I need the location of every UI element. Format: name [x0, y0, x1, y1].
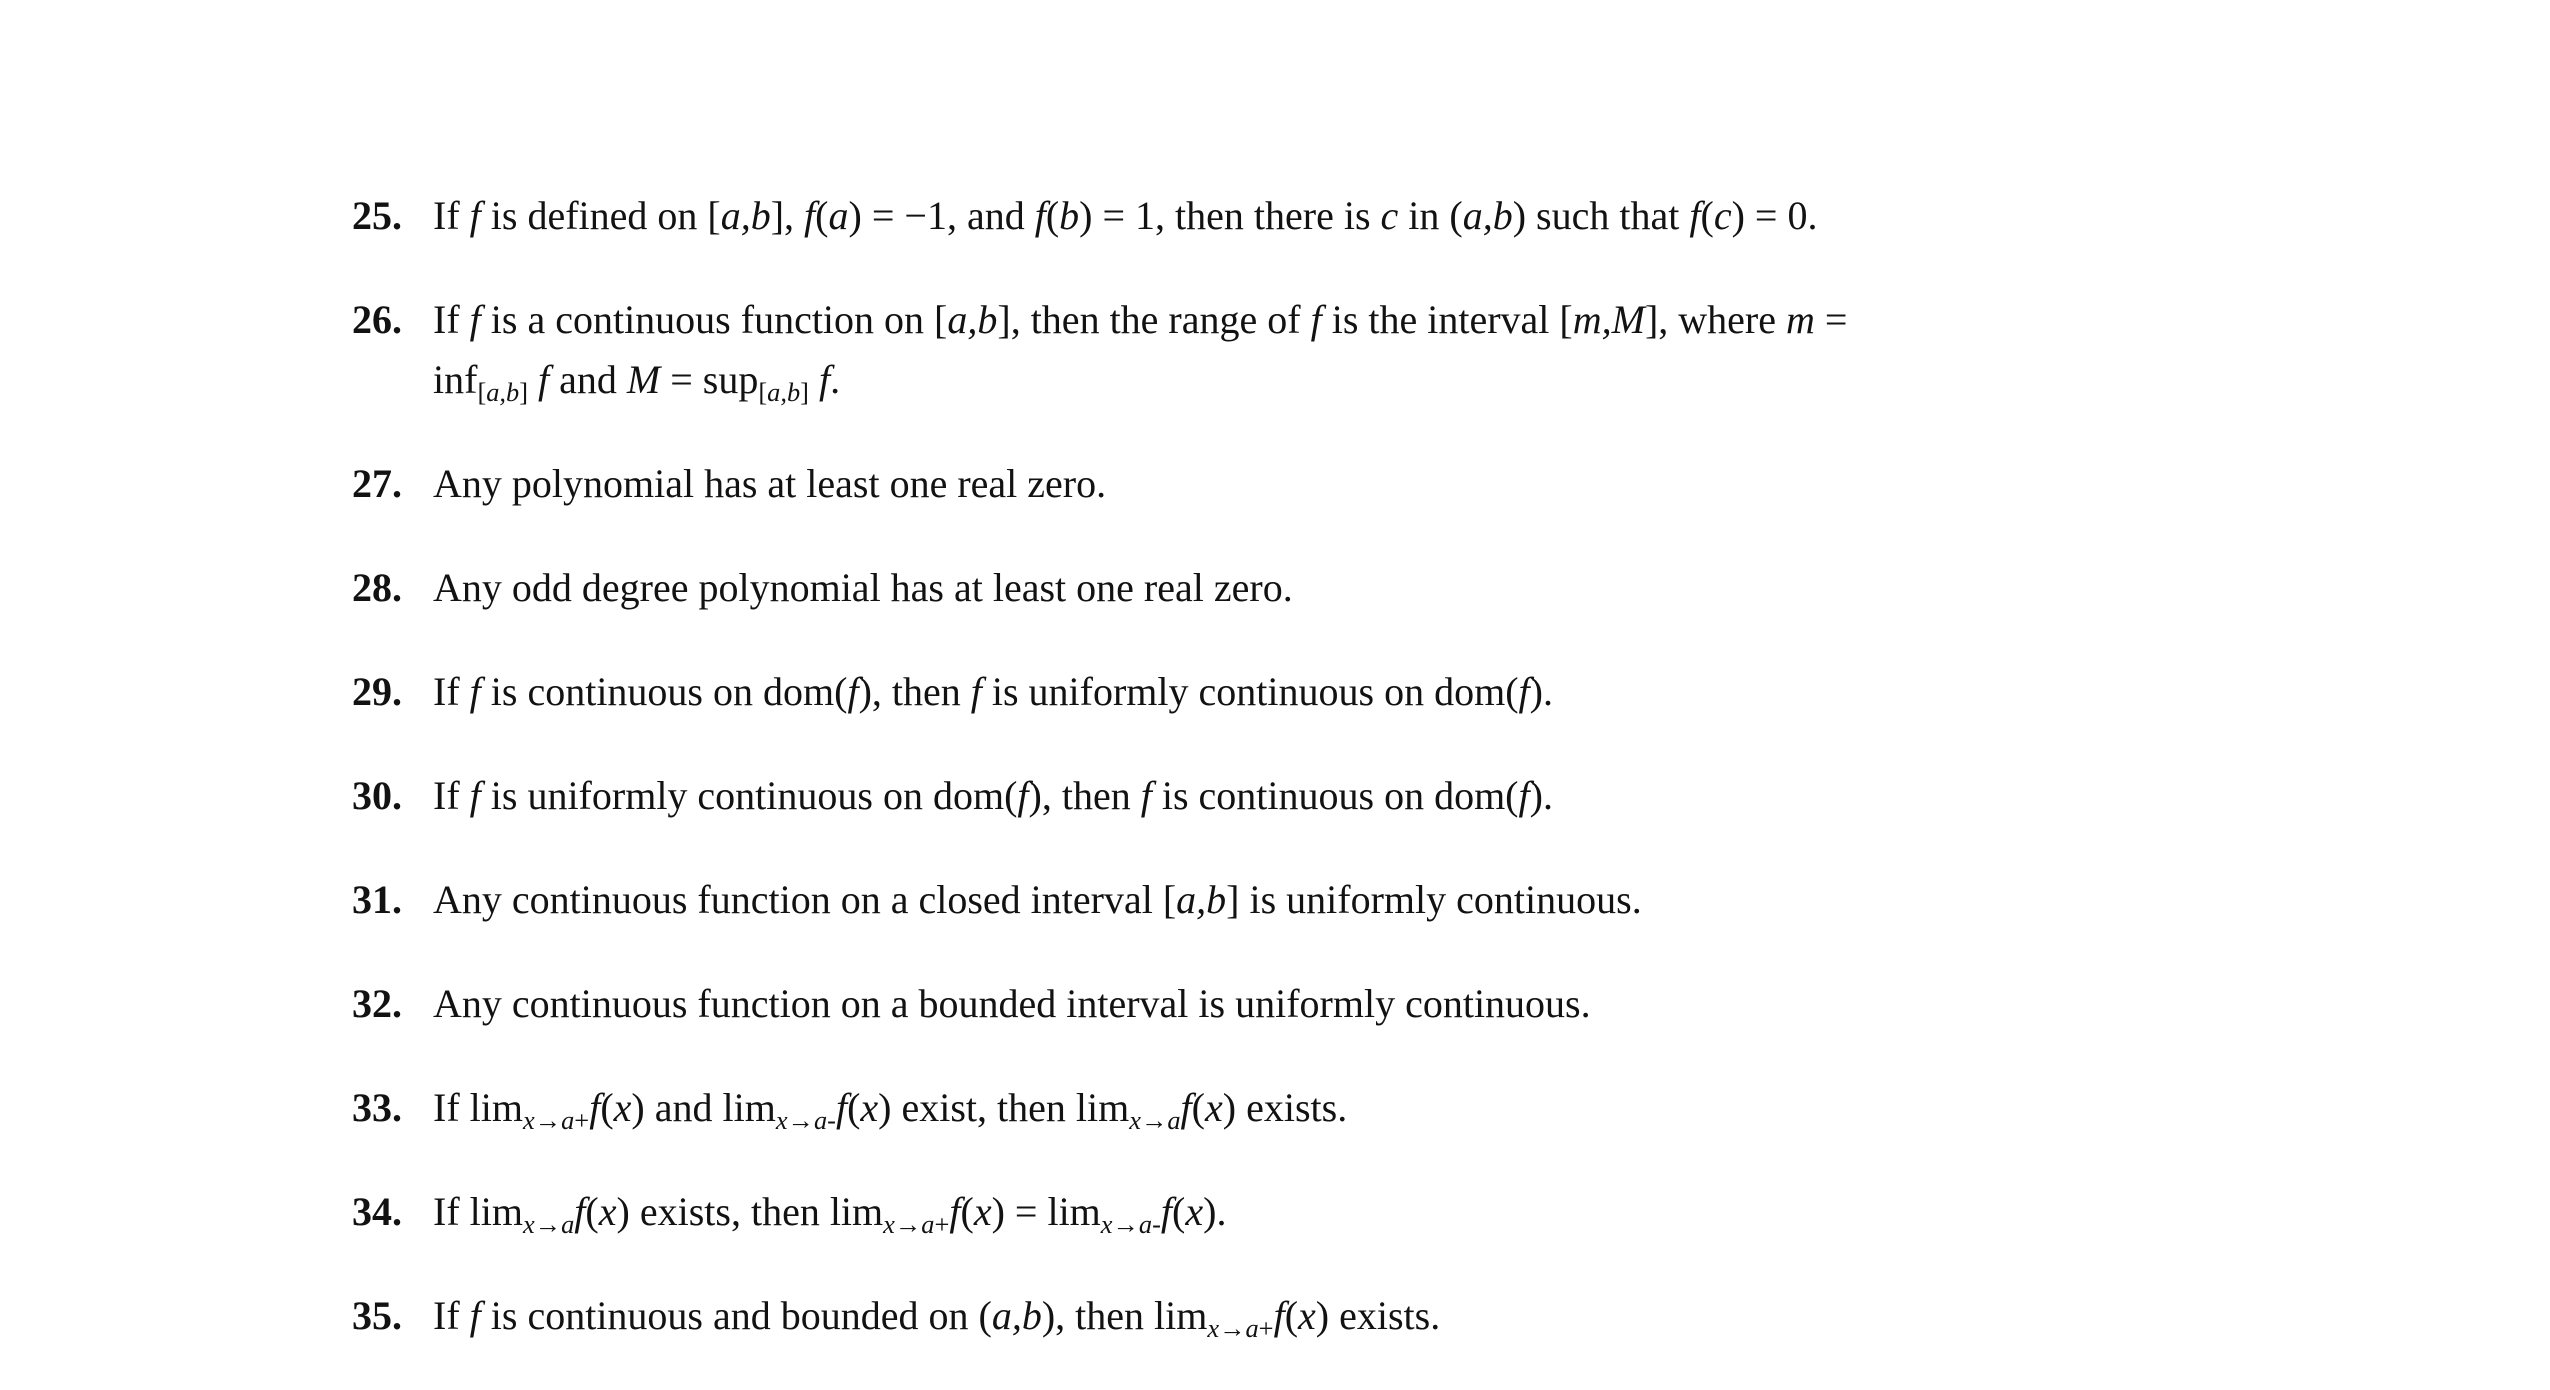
problem-text [433, 297, 1848, 407]
text-run [809, 357, 819, 402]
text-run: ( [960, 1189, 974, 1234]
text-run: a [561, 1208, 575, 1239]
text-run: ( [1284, 1293, 1299, 1338]
problem-number: 31. [352, 877, 402, 922]
problem-item [352, 1078, 2287, 1138]
text-run: ( [815, 193, 829, 238]
text-run: a,b [1462, 193, 1513, 238]
text-run: c [1380, 193, 1399, 238]
text-run: a,b [720, 193, 771, 238]
text-run: f [1034, 193, 1046, 238]
problem-item [352, 1182, 2287, 1242]
text-run: ) and lim [631, 1085, 776, 1130]
text-run: a,b [1176, 877, 1227, 922]
text-run: a [561, 1104, 575, 1135]
problem-number: 32. [352, 981, 402, 1026]
text-run: f [970, 669, 982, 714]
text-run: + [1258, 1312, 1274, 1343]
problem-item [352, 766, 2287, 826]
text-run: a,b [991, 1293, 1042, 1338]
text-run: ) = 0. [1731, 193, 1818, 238]
text-run [528, 357, 538, 402]
problem-text [433, 981, 1591, 1026]
problem-item [352, 662, 2287, 722]
text-run: x [1298, 1293, 1316, 1338]
problem-text [433, 565, 1293, 610]
text-run: in ( [1398, 193, 1463, 238]
text-run: a,b [767, 376, 801, 407]
problem-number: 35. [352, 1293, 402, 1338]
text-run: If lim [433, 1085, 523, 1130]
text-run: f [469, 669, 481, 714]
text-run: f [1689, 193, 1701, 238]
text-run: x [613, 1085, 632, 1130]
text-run: is the interval [ [1321, 297, 1573, 342]
text-run: is continuous and bounded on ( [480, 1293, 992, 1338]
text-run: ( [1700, 193, 1714, 238]
text-run: x [1205, 1085, 1223, 1130]
problem-item [352, 454, 2287, 514]
problem-text [433, 461, 1106, 506]
text-run: x [883, 1208, 895, 1239]
text-run: inf [433, 357, 478, 402]
text-run: a [921, 1208, 935, 1239]
text-run: f [835, 1085, 848, 1130]
text-run: [ [477, 376, 487, 407]
problem-item [352, 974, 2287, 1034]
text-run: f [1310, 297, 1322, 342]
text-run: M [626, 357, 661, 402]
text-run: f [469, 297, 481, 342]
text-run: a,b [947, 297, 998, 342]
text-run: ), then [858, 669, 971, 714]
problem-list [352, 186, 2287, 1390]
problem-item [352, 290, 2287, 410]
text-run: → [1219, 1312, 1246, 1343]
text-run: ] [800, 376, 809, 407]
text-run: x [1185, 1189, 1204, 1234]
text-run: ) = lim [991, 1189, 1101, 1234]
text-run: a,b [486, 376, 520, 407]
text-run: If [433, 669, 470, 714]
text-run: f [847, 669, 859, 714]
problem-text [433, 1293, 1441, 1343]
problem-item [352, 186, 2287, 246]
text-run: Any continuous function on a closed interval [ [433, 877, 1177, 922]
text-run: is a continuous function on [ [480, 297, 948, 342]
text-run: Any odd degree polynomial has at least one real zero. [433, 565, 1293, 610]
problem-text [433, 669, 1553, 714]
problem-item [352, 1286, 2287, 1346]
text-run: is continuous on dom( [1151, 773, 1519, 818]
text-run: x [522, 1208, 535, 1239]
text-run: ) = −1, and [848, 193, 1035, 238]
text-run: b [1059, 193, 1080, 238]
text-run: f [1180, 1085, 1192, 1130]
text-run: f [804, 193, 816, 238]
text-run: x [860, 1085, 879, 1130]
text-run: ], [770, 193, 805, 238]
text-run: + [934, 1208, 950, 1239]
text-run: → [534, 1208, 562, 1239]
problem-text [433, 877, 1642, 922]
problem-number: 28. [352, 565, 402, 610]
problem-text [433, 773, 1553, 818]
text-run: ). [1529, 773, 1553, 818]
text-run: ) = 1, then there is [1079, 193, 1381, 238]
text-run: Any polynomial has at least one real zero. [433, 461, 1107, 506]
text-run: If [433, 1293, 470, 1338]
text-run: - [1152, 1208, 1161, 1239]
text-run: If [433, 773, 470, 818]
text-run: is uniformly continuous on dom( [981, 669, 1519, 714]
problem-text [433, 1085, 1348, 1135]
text-run: f [1140, 773, 1152, 818]
text-run: ], then the range of [997, 297, 1311, 342]
text-run: a [1167, 1104, 1181, 1135]
text-run: x [1207, 1312, 1220, 1343]
problem-text [433, 1189, 1227, 1239]
text-run: f [1518, 669, 1530, 714]
text-run: = sup [660, 357, 759, 402]
text-run: a [828, 193, 849, 238]
text-run: is uniformly continuous on dom( [480, 773, 1018, 818]
text-run: ) exist, then lim [878, 1085, 1130, 1130]
text-run: ( [1191, 1085, 1205, 1130]
text-run: . [830, 357, 841, 402]
problem-number: 25. [352, 193, 402, 238]
text-run: = [1814, 297, 1848, 342]
text-run: ( [585, 1189, 599, 1234]
text-run: x [775, 1104, 788, 1135]
text-run: ), then [1028, 773, 1141, 818]
text-run: [ [758, 376, 768, 407]
text-run: → [1140, 1104, 1168, 1135]
problem-number: 33. [352, 1085, 402, 1130]
text-run: is continuous on dom( [480, 669, 848, 714]
text-run: x [1100, 1208, 1113, 1239]
text-run: f [469, 773, 481, 818]
text-run: f [1160, 1189, 1173, 1234]
text-run: f [589, 1085, 601, 1130]
text-run: f [1273, 1293, 1285, 1338]
text-run: → [894, 1208, 922, 1239]
text-run: ] [519, 376, 529, 407]
text-run: Any continuous function on a bounded interval is uniformly continuous. [433, 981, 1591, 1026]
text-run: ( [1172, 1189, 1186, 1234]
problem-number: 30. [352, 773, 402, 818]
text-run: - [827, 1104, 836, 1135]
problem-number: 34. [352, 1189, 402, 1234]
text-run: is defined on [ [480, 193, 721, 238]
text-run: f [469, 193, 481, 238]
problem-text [433, 193, 1817, 238]
text-run: → [1112, 1208, 1139, 1239]
text-run: x [1129, 1104, 1141, 1135]
problem-number: 26. [352, 297, 402, 342]
text-run: → [534, 1104, 562, 1135]
text-run: f [469, 1293, 481, 1338]
text-run: and [549, 357, 627, 402]
text-run: f [574, 1189, 586, 1234]
text-run: x [522, 1104, 535, 1135]
text-run: ( [600, 1085, 614, 1130]
text-run: ( [1045, 193, 1060, 238]
text-run: ). [1529, 669, 1553, 714]
problem-item [352, 558, 2287, 618]
text-run: ) exists, then lim [616, 1189, 884, 1234]
text-run: f [1017, 773, 1029, 818]
text-run: a [1138, 1208, 1153, 1239]
text-run: If [433, 193, 470, 238]
text-run: ). [1203, 1189, 1227, 1234]
text-run: x [973, 1189, 992, 1234]
problem-item [352, 870, 2287, 930]
text-run: If [433, 297, 470, 342]
text-run: ) exists. [1315, 1293, 1441, 1338]
text-run: m [1786, 297, 1815, 342]
text-run: If lim [433, 1189, 523, 1234]
text-run: f [1518, 773, 1530, 818]
problem-number: 27. [352, 461, 402, 506]
text-run: m,M [1572, 297, 1645, 342]
text-run: ), then lim [1041, 1293, 1208, 1338]
text-run: + [574, 1104, 590, 1135]
text-run: ) exists. [1222, 1085, 1348, 1130]
text-run: x [598, 1189, 617, 1234]
text-run: → [787, 1104, 814, 1135]
text-run: f [818, 357, 831, 402]
text-run: ] is uniformly continuous. [1226, 877, 1642, 922]
text-run: f [538, 357, 550, 402]
text-run: ) such that [1512, 193, 1690, 238]
text-run: a [813, 1104, 828, 1135]
text-run: f [949, 1189, 961, 1234]
text-run: a [1245, 1312, 1259, 1343]
text-run: c [1713, 193, 1732, 238]
text-run: ( [847, 1085, 861, 1130]
problem-number: 29. [352, 669, 402, 714]
text-run: ], where [1644, 297, 1787, 342]
